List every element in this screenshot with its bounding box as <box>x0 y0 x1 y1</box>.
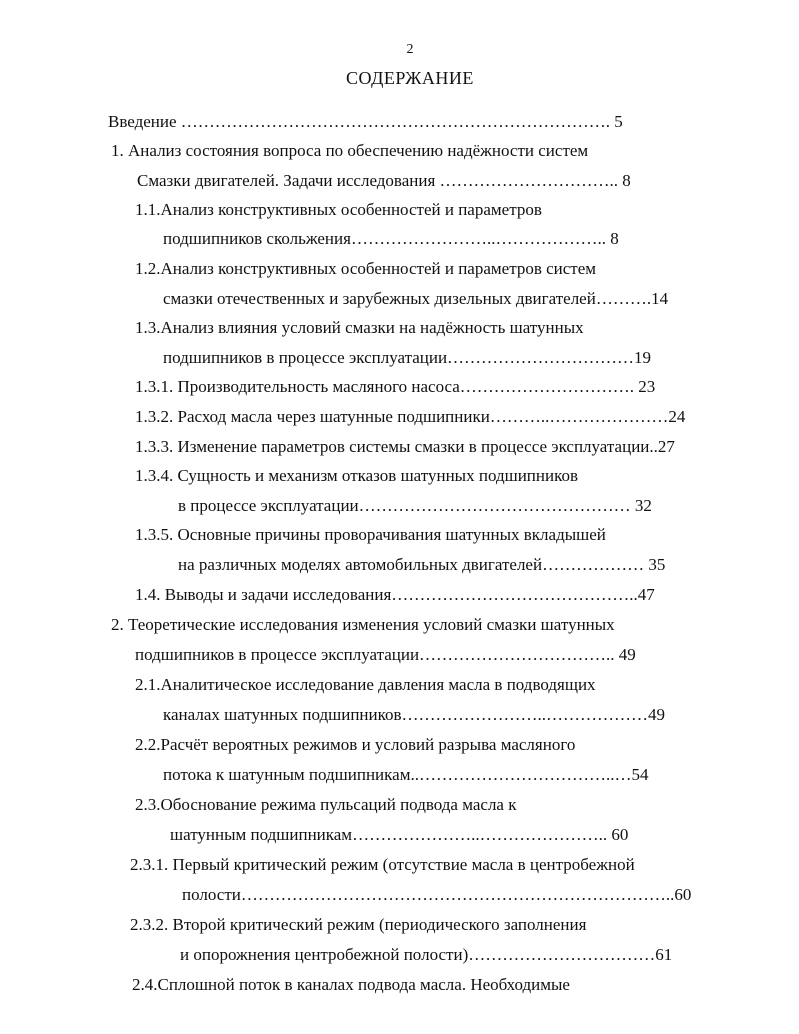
toc-line: шатунным подшипникам…………………..………………….. 60 <box>170 825 629 844</box>
toc-line: 1.3.2. Расход масла через шатунные подшипники………..…………………24 <box>135 407 686 426</box>
toc-line: смазки отечественных и зарубежных дизельных двигателей……….14 <box>163 289 669 308</box>
toc-line: 1.1.Анализ конструктивных особенностей и параметров <box>135 200 542 219</box>
toc-line: и опорожнения центробежной полости)……………………………61 <box>180 945 673 964</box>
toc-line: 2.1.Аналитическое исследование давления масла в подводящих <box>135 675 596 694</box>
toc-line: в процессе эксплуатации………………………………………… 32 <box>178 496 652 515</box>
toc-line: подшипников в процессе эксплуатации…………………………….. 49 <box>135 645 636 664</box>
toc-line: на различных моделях автомобильных двигателей……………… 35 <box>178 555 666 574</box>
toc-line: 2.3.2. Второй критический режим (периодического заполнения <box>130 915 587 934</box>
toc-line: потока к шатунным подшипникам..……………………………..…54 <box>163 765 649 784</box>
toc-line: 1.3.1. Производительность масляного насоса…………………………. 23 <box>135 377 656 396</box>
toc-line: 1.2.Анализ конструктивных особенностей и параметров систем <box>135 259 597 278</box>
toc-line: 2. Теоретические исследования изменения условий смазки шатунных <box>111 615 615 634</box>
toc-line: подшипников в процессе эксплуатации……………………………19 <box>163 348 652 367</box>
toc-line: 1.3.Анализ влияния условий смазки на надёжность шатунных <box>135 318 584 337</box>
page-title: СОДЕРЖАНИЕ <box>346 68 474 88</box>
toc-line: Смазки двигателей. Задачи исследования ………………………….. 8 <box>137 171 631 190</box>
toc-line: 1.3.5. Основные причины проворачивания шатунных вкладышей <box>135 525 606 544</box>
toc-line: 1.3.4. Сущность и механизм отказов шатунных подшипников <box>135 466 579 485</box>
toc-line: подшипников скольжения……………………..……………….. 8 <box>163 229 619 248</box>
toc-line: 2.3.Обоснование режима пульсаций подвода масла к <box>135 795 517 814</box>
toc-line: Введение …………………………………………………………………. 5 <box>108 112 623 131</box>
toc-line: каналах шатунных подшипников……………………..………………49 <box>163 705 666 724</box>
toc-line: 2.2.Расчёт вероятных режимов и условий разрыва масляного <box>135 735 576 754</box>
toc-line: 2.4.Сплошной поток в каналах подвода масла. Необходимые <box>132 975 570 994</box>
toc-line: 1.4. Выводы и задачи исследования……………………………………..47 <box>135 585 655 604</box>
toc-line: полости…………………………………………………………………..60 <box>182 885 692 904</box>
toc-line: 1.3.3. Изменение параметров системы смазки в процессе эксплуатации..27 <box>135 437 675 456</box>
toc-line: 2.3.1. Первый критический режим (отсутствие масла в центробежной <box>130 855 635 874</box>
page-number: 2 <box>406 42 414 57</box>
toc-line: 1. Анализ состояния вопроса по обеспечению надёжности систем <box>111 141 589 160</box>
